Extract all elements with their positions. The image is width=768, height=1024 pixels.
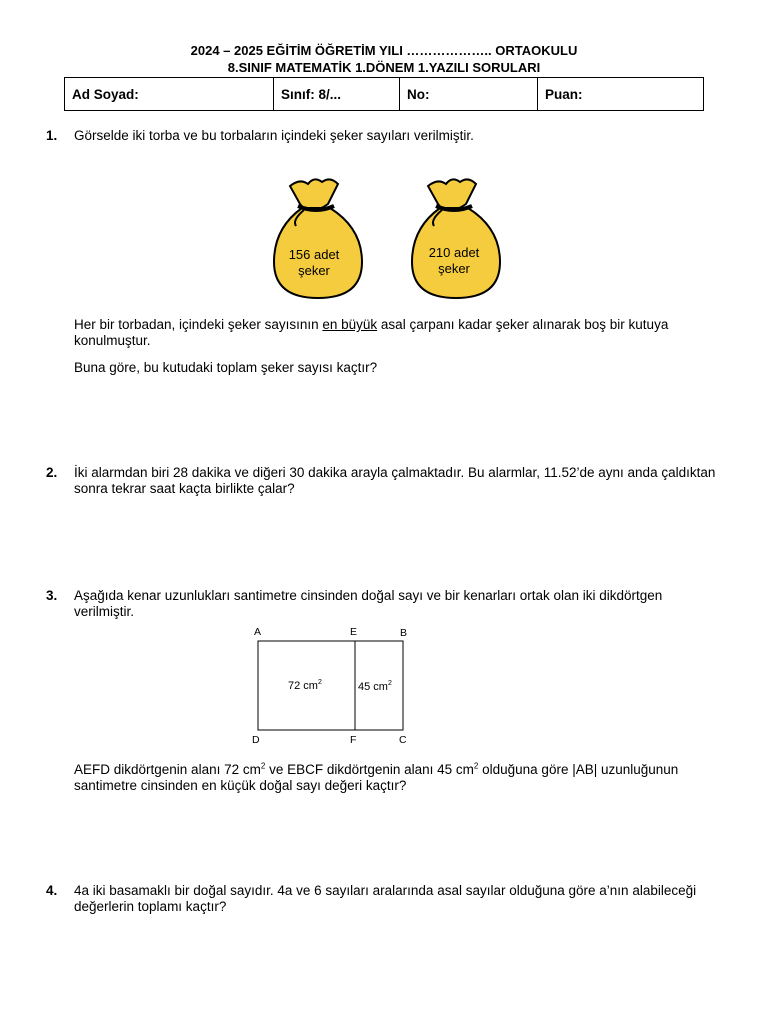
q3-text: Aşağıda kenar uzunlukları santimetre cinsinden doğal sayı ve bir kenarları ortak olan iki dikdörtgen verilmiştir. — [74, 588, 663, 619]
vertex-a: A — [254, 626, 262, 638]
q3-question — [74, 762, 724, 794]
vertex-e: E — [350, 626, 358, 638]
q2-number: 2. — [46, 465, 58, 480]
q3-sup-1: 2 — [260, 761, 266, 771]
q1-para-after: asal çarpanı kadar şeker alınarak boş bir kutuya konulmuştur. — [74, 317, 669, 348]
q2-text: İki alarmdan biri 28 dakika ve diğeri 30 dakika arayla çalmaktadır. Bu alarmlar, 11.52’de aynı anda çaldıktan sonra tekrar saat kaçta birlikte çalar? — [74, 465, 716, 496]
area2-sup: 2 — [387, 680, 392, 687]
q1-number: 1. — [46, 128, 58, 143]
area-label-ebcf — [358, 680, 392, 693]
area2-value: 45 cm — [358, 681, 388, 693]
q3-sup-2: 2 — [473, 761, 479, 771]
candy-bag-2 — [412, 179, 500, 298]
area-label-aefd — [288, 679, 322, 692]
student-info-table — [64, 77, 704, 111]
bag2-label-line2: şeker — [438, 261, 470, 276]
q4-text: 4a iki basamaklı bir doğal sayıdır. 4a ve 6 sayıları aralarında asal sayılar olduğuna göre a’nın alabileceği değerlerin toplamı kaçtır? — [74, 883, 697, 914]
q1-para-before: Her bir torbadan, içindeki şeker sayısının — [74, 317, 323, 332]
q3-question-part2: ve EBCF dikdörtgenin alanı 45 cm — [265, 762, 474, 777]
class-cell[interactable]: Sınıf: 8/... — [274, 78, 400, 111]
exam-subtitle: 8.SINIF MATEMATİK 1.DÖNEM 1.YAZILI SORULARI — [227, 60, 541, 75]
vertex-b: B — [400, 627, 408, 639]
name-cell[interactable]: Ad Soyad: — [65, 78, 274, 111]
q1-text: Görselde iki torba ve bu torbaların içindeki şeker sayıları verilmiştir. — [74, 128, 474, 143]
bag1-label-line2: şeker — [298, 263, 330, 278]
area1-value: 72 cm — [288, 680, 318, 692]
q1-para-underlined: en büyük — [322, 317, 378, 332]
q4-number: 4. — [46, 883, 58, 898]
q3-question-part3: olduğuna göre |AB| uzunluğunun santimetre cinsinden en küçük doğal sayı değeri kaçtır? — [74, 762, 679, 793]
exam-title: 2024 – 2025 EĞİTİM ÖĞRETİM YILI ……………….. ORTAOKULU — [190, 43, 578, 58]
candy-bag-1 — [274, 179, 362, 298]
score-cell[interactable]: Puan: — [538, 78, 704, 111]
vertex-d: D — [252, 734, 260, 746]
number-cell[interactable]: No: — [400, 78, 538, 111]
vertex-f: F — [350, 734, 357, 746]
q3-question-part1: AEFD dikdörtgenin alanı 72 cm — [74, 762, 261, 777]
vertex-c: C — [399, 734, 407, 746]
candy-bags-figure — [260, 170, 520, 305]
q1-paragraph — [74, 317, 724, 349]
q1-question: Buna göre, bu kutudaki toplam şeker sayısı kaçtır? — [74, 360, 378, 375]
q3-number: 3. — [46, 588, 58, 603]
rectangles-figure — [248, 622, 418, 750]
bag1-label-line1: 156 adet — [288, 247, 340, 262]
bag2-label-line1: 210 adet — [428, 245, 480, 260]
area1-sup: 2 — [317, 679, 322, 686]
